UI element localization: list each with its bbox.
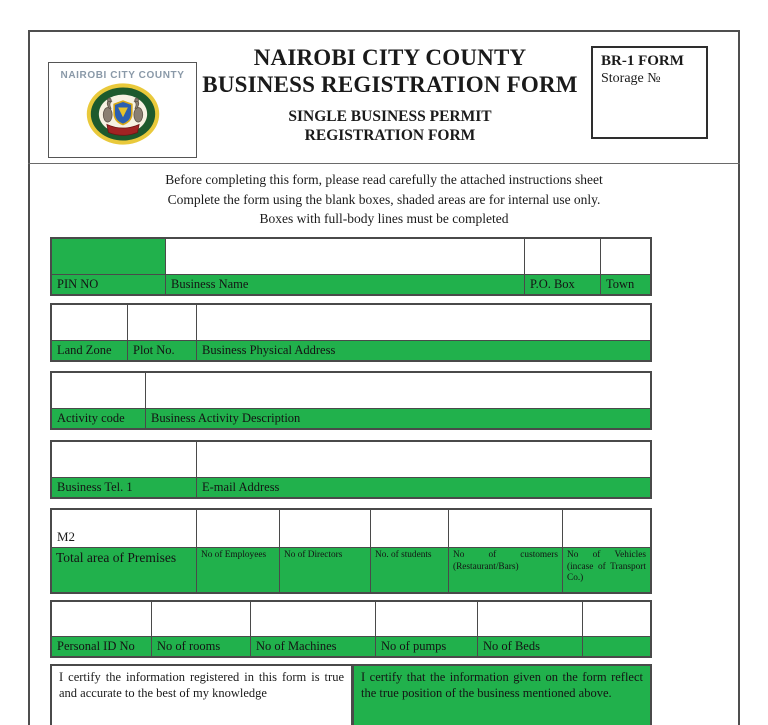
instructions-line-2: Complete the form using the blank boxes, shaded areas are for internal use only. [167,191,601,207]
pumps-input-cell[interactable] [375,602,477,637]
subtitle-line-1: SINGLE BUSINESS PERMIT [288,108,492,125]
facility-input-row [52,602,650,637]
email-input-cell[interactable] [196,442,650,478]
title-line-2: BUSINESS REGISTRATION FORM [202,72,578,97]
beds-label: No of Beds [477,637,582,656]
rooms-label: No of rooms [151,637,250,656]
rooms-input-cell[interactable] [151,602,250,637]
physical-address-input-cell[interactable] [196,305,650,341]
table-business-identity [50,237,652,296]
directors-label: No of Directors [279,548,370,592]
beds-input-cell[interactable] [477,602,582,637]
contact-label-row [52,478,650,497]
spare-label [582,637,650,656]
town-label: Town [600,275,650,294]
machines-input-cell[interactable] [250,602,375,637]
nairobi-county-logo [48,62,197,158]
contact-input-row [52,442,650,478]
logo-caption: NAIROBI CITY COUNTY [60,70,185,81]
students-input-cell[interactable] [370,510,448,548]
business-tel-input-cell[interactable] [52,442,196,478]
certification-applicant-box: I certify the information registered in this form is true and accurate to the best of my knowledge [50,664,353,725]
physical-address-label: Business Physical Address [196,341,650,360]
employees-label: No of Employees [196,548,279,592]
business-identity-label-row [52,275,650,294]
instructions-text [28,170,740,229]
plot-no-input-cell[interactable] [127,305,196,341]
instructions-line-1: Before completing this form, please read carefully the attached instructions sheet [165,172,603,187]
form-title [200,44,580,98]
email-label: E-mail Address [196,478,650,497]
table-premises-counts [50,508,652,594]
activity-description-label: Business Activity Description [145,409,650,428]
facility-label-row [52,637,650,656]
town-input-cell[interactable] [600,239,650,275]
location-input-row [52,305,650,341]
table-contact [50,440,652,499]
activity-code-label: Activity code [52,409,145,428]
business-identity-input-row [52,239,650,275]
personal-id-label: Personal ID No [52,637,151,656]
premises-label-row [52,548,650,592]
pin-no-shaded-cell [52,239,165,275]
form-code-label: BR-1 FORM [601,53,684,69]
directors-input-cell[interactable] [279,510,370,548]
subtitle-line-2: REGISTRATION FORM [304,127,476,144]
title-line-1: NAIROBI CITY COUNTY [253,45,527,70]
premises-input-row [52,510,650,548]
m2-unit-label: M2 [57,529,76,544]
instructions-line-3: Boxes with full-body lines must be completed [259,211,509,226]
certification-official-box: I certify that the information given on the form reflect the true position of the business mentioned above. [352,664,652,725]
land-zone-input-cell[interactable] [52,305,127,341]
vehicles-label: No of Vehicles (incase of Transport Co.) [562,548,650,592]
total-area-input-cell[interactable] [52,510,196,548]
plot-no-label: Plot No. [127,341,196,360]
business-name-label: Business Name [165,275,524,294]
machines-label: No of Machines [250,637,375,656]
spare-input-cell[interactable] [582,602,650,637]
activity-input-row [52,373,650,409]
business-tel-label: Business Tel. 1 [52,478,196,497]
total-area-label: Total area of Premises [52,548,196,592]
form-reference-box [591,46,708,139]
customers-label: No of customers (Restaurant/Bars) [448,548,562,592]
table-facility-counts [50,600,652,658]
county-coat-of-arms-icon [82,81,164,147]
po-box-label: P.O. Box [524,275,600,294]
storage-number-label: Storage № [601,71,661,86]
students-label: No. of students [370,548,448,592]
table-location [50,303,652,362]
form-subtitle [200,107,580,145]
personal-id-input-cell[interactable] [52,602,151,637]
pumps-label: No of pumps [375,637,477,656]
business-name-input-cell[interactable] [165,239,524,275]
activity-code-input-cell[interactable] [52,373,145,409]
location-label-row [52,341,650,360]
activity-label-row [52,409,650,428]
header-divider [28,163,740,164]
employees-input-cell[interactable] [196,510,279,548]
activity-description-input-cell[interactable] [145,373,650,409]
customers-input-cell[interactable] [448,510,562,548]
pin-no-label: PIN NO [52,275,165,294]
land-zone-label: Land Zone [52,341,127,360]
po-box-input-cell[interactable] [524,239,600,275]
table-activity [50,371,652,430]
vehicles-input-cell[interactable] [562,510,650,548]
